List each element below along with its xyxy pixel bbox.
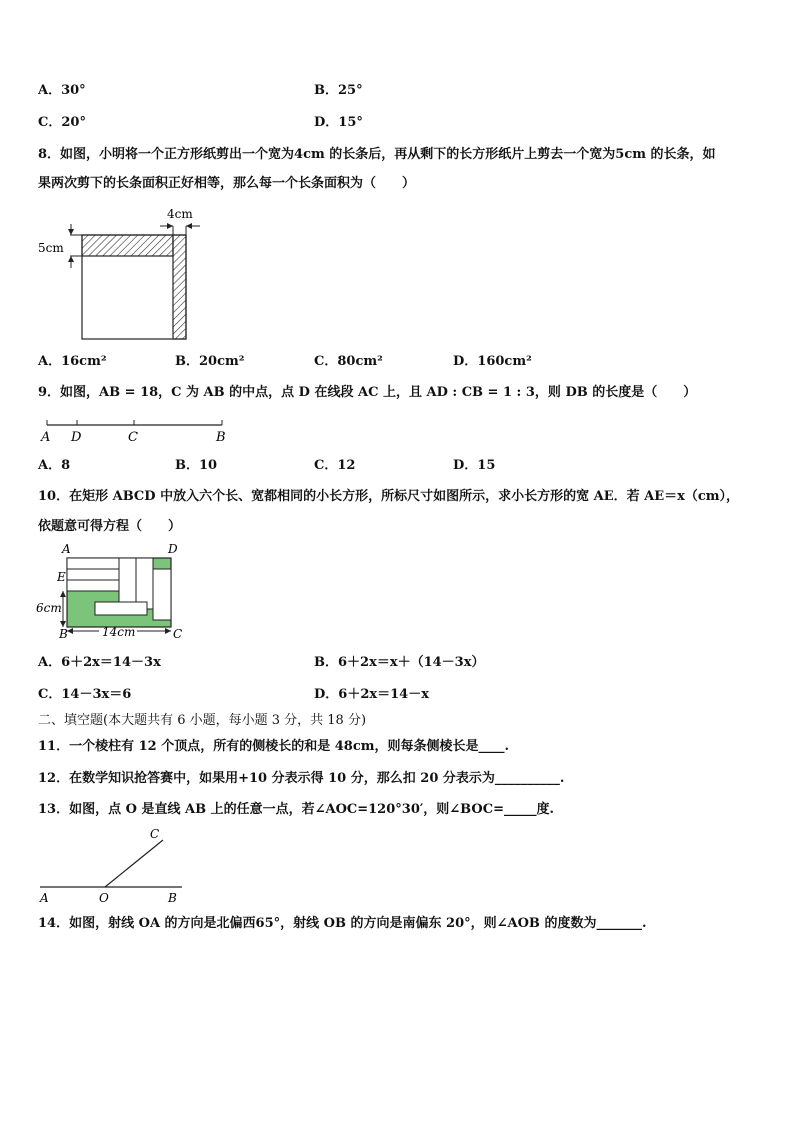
q10-text-line1: 10．在矩形 ABCD 中放入六个长、宽都相同的小长方形，所标尺寸如图所示，求小长方形的宽 AE．若 AE＝x（cm）， [38,489,740,504]
q10-label-b: B [59,627,68,641]
q10-option-b: B．6＋2x＝x＋（14－3x） [314,655,485,670]
q14-text: 14．如图，射线 OA 的方向是北偏西65°，射线 OB 的方向是南偏东 20°，则∠AOB 的度数为_______. [38,916,647,931]
q10-option-c: C．14－3x＝6 [38,687,132,702]
q13-figure [36,826,186,906]
q10-option-d: D．6＋2x＝14－x [314,687,429,702]
q8-top-label: 4cm [167,207,193,221]
q7-option-a: A．30° [38,83,86,98]
q10-option-a: A．6＋2x＝14－3x [38,655,161,670]
q8-option-a: A．16cm² [38,354,107,369]
q8-figure [36,202,216,344]
q8-option-c: C．80cm² [314,354,383,369]
q9-option-c: C．12 [314,458,356,473]
q8-text-line2: 果两次剪下的长条面积正好相等，那么每一个长条面积为（ ） [38,176,416,191]
q10-label-c: C [173,627,183,641]
q10-figure [36,540,196,644]
q9-figure [36,416,236,446]
q10-label-a: A [62,542,71,556]
q13-label-b: B [168,891,177,905]
q7-option-b: B．25° [314,83,363,98]
q8-option-b: B．20cm² [175,354,245,369]
q9-point-c: C [128,430,138,445]
q9-option-a: A．8 [38,458,71,473]
q10-label-left: 6cm [36,601,62,615]
q13-label-c: C [150,827,160,841]
q9-point-a: A [41,430,51,445]
q13-text: 13．如图，点 O 是直线 AB 上的任意一点，若∠AOC=120°30′，则∠BOC=_____度. [38,802,555,817]
q10-label-bottom: 14cm [102,625,136,639]
q7-option-d: D．15° [314,115,363,130]
q8-top-strip [82,235,173,256]
q9-text: 9．如图，AB = 18，C 为 AB 的中点，点 D 在线段 AC 上，且 AD : CB = 1 : 3，则 DB 的长度是（ ） [38,385,697,400]
q10-label-d: D [168,542,178,556]
q9-option-d: D．15 [453,458,496,473]
q9-point-b: B [216,430,226,445]
q9-option-b: B．10 [175,458,218,473]
q9-point-d: D [71,430,82,445]
section-heading: 二、填空题(本大题共有 6 小题，每小题 3 分，共 18 分) [38,713,367,728]
q10-text-line2: 依题意可得方程（ ） [38,519,182,534]
q10-label-e: E [57,570,66,584]
q12-text: 12．在数学知识抢答赛中，如果用+10 分表示得 10 分，那么扣 20 分表示为__________. [38,771,565,786]
q8-left-label: 5cm [38,241,64,255]
q7-option-c: C．20° [38,115,86,130]
q8-text-line1: 8．如图，小明将一个正方形纸剪出一个宽为4cm 的长条后，再从剩下的长方形纸片上剪去一个宽为5cm 的长条，如 [38,147,716,162]
q13-label-o: O [99,891,109,905]
q13-label-a: A [40,891,49,905]
q8-right-strip [173,235,186,339]
q11-text: 11．一个棱柱有 12 个顶点，所有的侧棱长的和是 48cm，则每条侧棱长是____. [38,739,510,754]
q8-option-d: D．160cm² [453,354,532,369]
